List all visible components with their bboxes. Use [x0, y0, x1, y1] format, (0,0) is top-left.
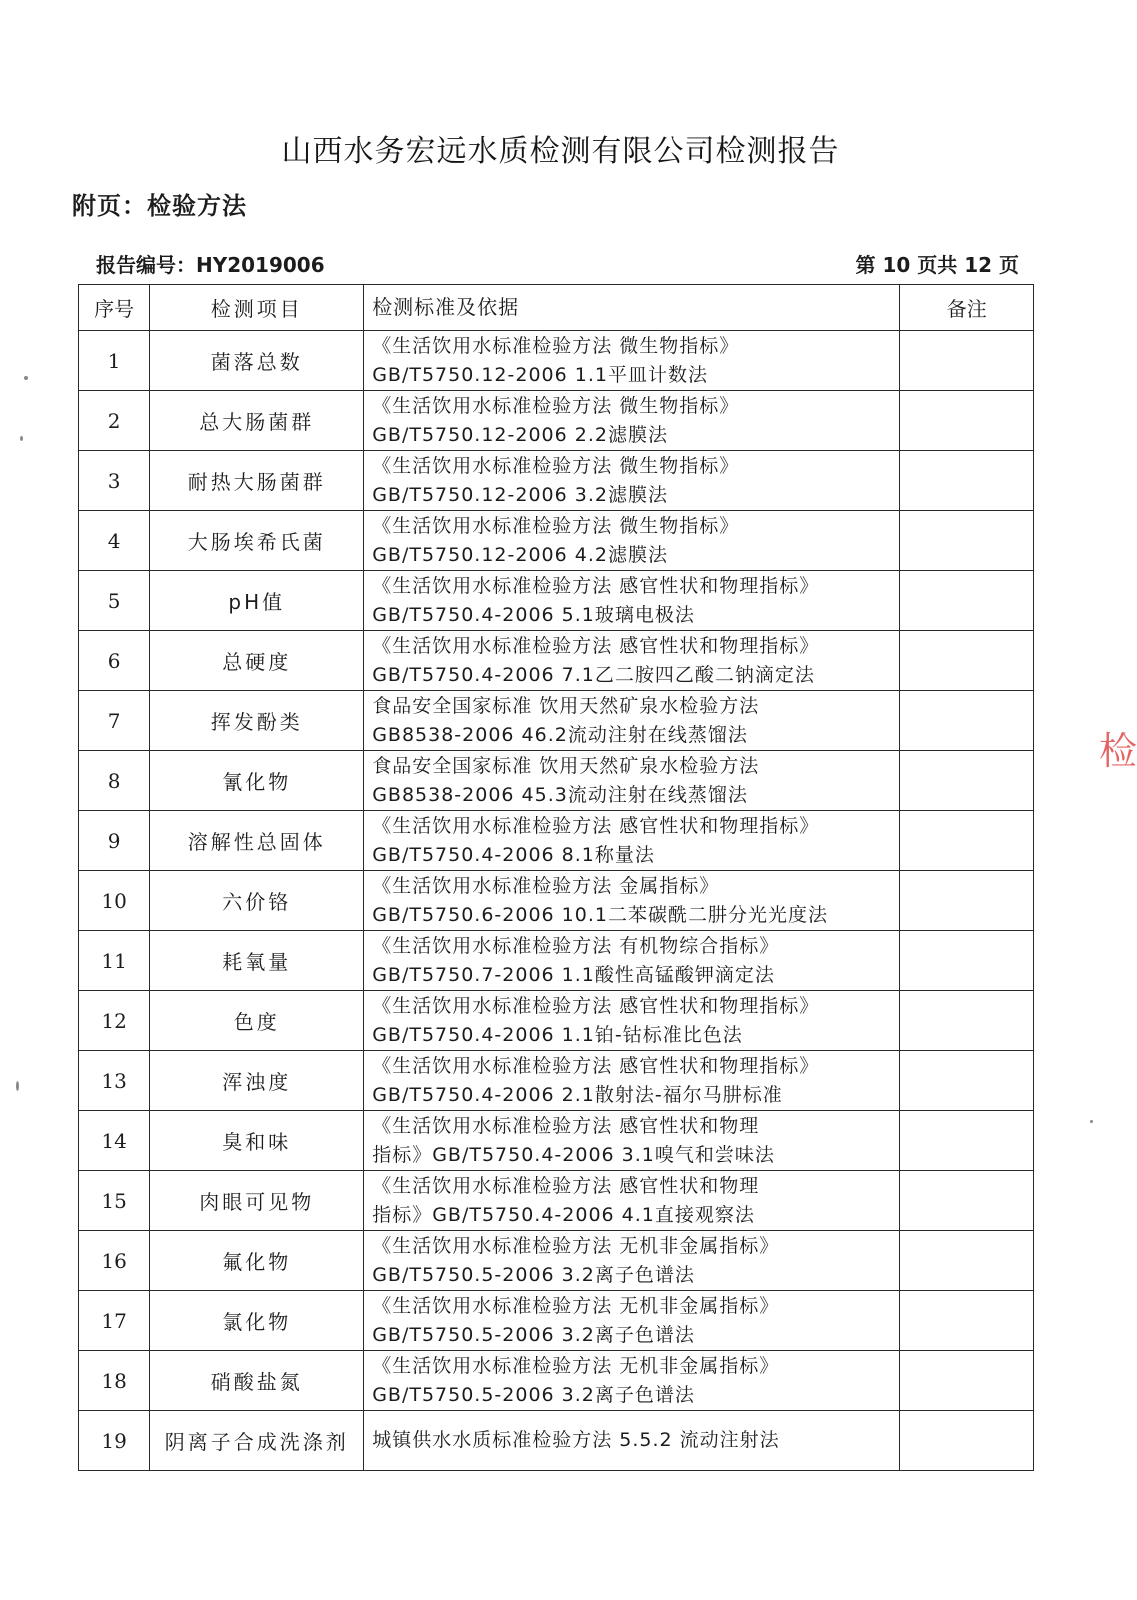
- row-number: 8: [79, 751, 150, 811]
- test-item: 总硬度: [150, 631, 364, 691]
- test-item: 氯化物: [150, 1291, 364, 1351]
- row-number: 1: [79, 331, 150, 391]
- column-header-remark: 备注: [900, 285, 1034, 331]
- standard-line-1: 《生活饮用水标准检验方法 无机非金属指标》: [372, 1234, 780, 1257]
- standard-line-2: GB/T5750.5-2006 3.2离子色谱法: [372, 1383, 695, 1406]
- table-row: [79, 751, 1034, 811]
- remark-cell: [900, 1351, 1034, 1411]
- test-item: 总大肠菌群: [150, 391, 364, 451]
- row-number: 7: [79, 691, 150, 751]
- report-title: 山西水务宏远水质检测有限公司检测报告: [281, 134, 840, 169]
- table-row: [79, 331, 1034, 391]
- table-row: [79, 1111, 1034, 1171]
- remark-cell: [900, 1171, 1034, 1231]
- standard-line-2: GB/T5750.6-2006 10.1二苯碳酰二肼分光光度法: [372, 903, 828, 926]
- standard-line-2: GB/T5750.4-2006 1.1铂-钴标准比色法: [372, 1023, 743, 1046]
- standard-line-2: GB8538-2006 46.2流动注射在线蒸馏法: [372, 723, 748, 746]
- table-row: [79, 811, 1034, 871]
- remark-cell: [900, 691, 1034, 751]
- table-row: [79, 871, 1034, 931]
- table-row: [79, 1411, 1034, 1471]
- test-item: 耐热大肠菌群: [150, 451, 364, 511]
- standard-line-1: 《生活饮用水标准检验方法 微生物指标》: [372, 454, 740, 477]
- test-item: 臭和味: [150, 1111, 364, 1171]
- page-number: 第 10 页共 12 页: [855, 253, 1019, 277]
- standard-line-2: GB8538-2006 45.3流动注射在线蒸馏法: [372, 783, 748, 806]
- standard-cell: [364, 931, 900, 991]
- standard-line-2: GB/T5750.12-2006 4.2滤膜法: [372, 543, 668, 566]
- standard-line-1: 《生活饮用水标准检验方法 感官性状和物理指标》: [372, 574, 820, 597]
- row-number: 9: [79, 811, 150, 871]
- standard-line-1: 《生活饮用水标准检验方法 感官性状和物理指标》: [372, 814, 820, 837]
- column-header-no: 序号: [79, 285, 150, 331]
- row-number: 2: [79, 391, 150, 451]
- remark-cell: [900, 1231, 1034, 1291]
- table-body: [79, 331, 1034, 1471]
- standard-line-2: GB/T5750.4-2006 8.1称量法: [372, 843, 655, 866]
- appendix-heading: 附页：检验方法: [72, 192, 247, 220]
- standard-line-1: 《生活饮用水标准检验方法 金属指标》: [372, 874, 720, 897]
- standard-line-2: GB/T5750.5-2006 3.2离子色谱法: [372, 1323, 695, 1346]
- standard-line-1: 《生活饮用水标准检验方法 无机非金属指标》: [372, 1294, 780, 1317]
- test-item: 菌落总数: [150, 331, 364, 391]
- standard-cell: [364, 1111, 900, 1171]
- standard-line-1: 《生活饮用水标准检验方法 无机非金属指标》: [372, 1354, 780, 1377]
- row-number: 13: [79, 1051, 150, 1111]
- standard-line-2: 指标》GB/T5750.4-2006 3.1嗅气和尝味法: [372, 1143, 775, 1166]
- standard-line-1: 《生活饮用水标准检验方法 感官性状和物理指标》: [372, 634, 820, 657]
- standard-line-1: 《生活饮用水标准检验方法 感官性状和物理指标》: [372, 1054, 820, 1077]
- standard-line-2: GB/T5750.5-2006 3.2离子色谱法: [372, 1263, 695, 1286]
- report-number: 报告编号：HY2019006: [96, 253, 325, 277]
- standard-line-2: GB/T5750.4-2006 7.1乙二胺四乙酸二钠滴定法: [372, 663, 815, 686]
- test-item: 挥发酚类: [150, 691, 364, 751]
- test-item: 耗氧量: [150, 931, 364, 991]
- standard-line-2: GB/T5750.7-2006 1.1酸性高锰酸钾滴定法: [372, 963, 775, 986]
- table-row: [79, 691, 1034, 751]
- standard-cell: [364, 1351, 900, 1411]
- test-item: pH值: [150, 571, 364, 631]
- row-number: 19: [79, 1411, 150, 1471]
- test-item: 阴离子合成洗涤剂: [150, 1411, 364, 1471]
- standard-line-1: 食品安全国家标准 饮用天然矿泉水检验方法: [372, 694, 760, 717]
- standard-line-2: GB/T5750.12-2006 3.2滤膜法: [372, 483, 668, 506]
- scan-speck: [24, 376, 28, 380]
- test-item: 六价铬: [150, 871, 364, 931]
- remark-cell: [900, 331, 1034, 391]
- standard-line-1: 城镇供水水质标准检验方法 5.5.2 流动注射法: [372, 1429, 780, 1451]
- table-row: [79, 1051, 1034, 1111]
- scan-speck: [20, 436, 23, 441]
- remark-cell: [900, 1111, 1034, 1171]
- row-number: 3: [79, 451, 150, 511]
- remark-cell: [900, 991, 1034, 1051]
- table-row: [79, 571, 1034, 631]
- table-row: [79, 931, 1034, 991]
- remark-cell: [900, 511, 1034, 571]
- remark-cell: [900, 931, 1034, 991]
- table-row: [79, 991, 1034, 1051]
- remark-cell: [900, 751, 1034, 811]
- standard-cell: [364, 1051, 900, 1111]
- row-number: 16: [79, 1231, 150, 1291]
- table-row: [79, 1351, 1034, 1411]
- table-row: [79, 631, 1034, 691]
- table-row: [79, 1231, 1034, 1291]
- remark-cell: [900, 1411, 1034, 1471]
- scan-speck: [16, 1081, 19, 1091]
- standard-line-1: 《生活饮用水标准检验方法 感官性状和物理: [372, 1174, 760, 1197]
- standard-line-1: 食品安全国家标准 饮用天然矿泉水检验方法: [372, 754, 760, 777]
- standard-cell: [364, 1411, 900, 1471]
- test-item: 溶解性总固体: [150, 811, 364, 871]
- red-seal-fragment: 检: [1099, 729, 1137, 773]
- methods-table: [78, 284, 1034, 1471]
- standard-line-1: 《生活饮用水标准检验方法 微生物指标》: [372, 394, 740, 417]
- standard-cell: [364, 511, 900, 571]
- remark-cell: [900, 811, 1034, 871]
- test-item: 色度: [150, 991, 364, 1051]
- column-header-standard: 检测标准及依据: [364, 285, 900, 331]
- standard-cell: [364, 691, 900, 751]
- remark-cell: [900, 871, 1034, 931]
- standard-cell: [364, 1291, 900, 1351]
- row-number: 14: [79, 1111, 150, 1171]
- standard-cell: [364, 871, 900, 931]
- standard-line-2: GB/T5750.4-2006 5.1玻璃电极法: [372, 603, 695, 626]
- remark-cell: [900, 631, 1034, 691]
- row-number: 11: [79, 931, 150, 991]
- row-number: 10: [79, 871, 150, 931]
- table-row: [79, 451, 1034, 511]
- row-number: 18: [79, 1351, 150, 1411]
- standard-line-2: GB/T5750.12-2006 2.2滤膜法: [372, 423, 668, 446]
- test-item: 肉眼可见物: [150, 1171, 364, 1231]
- row-number: 4: [79, 511, 150, 571]
- row-number: 6: [79, 631, 150, 691]
- remark-cell: [900, 571, 1034, 631]
- test-item: 浑浊度: [150, 1051, 364, 1111]
- standard-line-1: 《生活饮用水标准检验方法 有机物综合指标》: [372, 934, 780, 957]
- test-item: 硝酸盐氮: [150, 1351, 364, 1411]
- standard-cell: [364, 811, 900, 871]
- table-row: [79, 511, 1034, 571]
- row-number: 15: [79, 1171, 150, 1231]
- standard-line-2: GB/T5750.12-2006 1.1平皿计数法: [372, 363, 708, 386]
- table-row: [79, 1291, 1034, 1351]
- remark-cell: [900, 391, 1034, 451]
- standard-cell: [364, 1231, 900, 1291]
- standard-line-1: 《生活饮用水标准检验方法 微生物指标》: [372, 514, 740, 537]
- standard-line-1: 《生活饮用水标准检验方法 感官性状和物理: [372, 1114, 760, 1137]
- standard-line-2: 指标》GB/T5750.4-2006 4.1直接观察法: [372, 1203, 755, 1226]
- test-item: 大肠埃希氏菌: [150, 511, 364, 571]
- standard-cell: [364, 571, 900, 631]
- row-number: 5: [79, 571, 150, 631]
- standard-cell: [364, 331, 900, 391]
- standard-cell: [364, 391, 900, 451]
- table-row: [79, 1171, 1034, 1231]
- standard-cell: [364, 751, 900, 811]
- column-header-item: 检测项目: [150, 285, 364, 331]
- remark-cell: [900, 1291, 1034, 1351]
- row-number: 17: [79, 1291, 150, 1351]
- remark-cell: [900, 1051, 1034, 1111]
- standard-cell: [364, 1171, 900, 1231]
- standard-line-2: GB/T5750.4-2006 2.1散射法-福尔马肼标准: [372, 1083, 783, 1106]
- standard-cell: [364, 451, 900, 511]
- test-item: 氟化物: [150, 1231, 364, 1291]
- table-row: [79, 391, 1034, 451]
- standard-cell: [364, 631, 900, 691]
- standard-line-1: 《生活饮用水标准检验方法 微生物指标》: [372, 334, 740, 357]
- row-number: 12: [79, 991, 150, 1051]
- remark-cell: [900, 451, 1034, 511]
- standard-cell: [364, 991, 900, 1051]
- test-item: 氰化物: [150, 751, 364, 811]
- standard-line-1: 《生活饮用水标准检验方法 感官性状和物理指标》: [372, 994, 820, 1017]
- table-header-row: [79, 285, 1034, 331]
- scan-speck: [1090, 1120, 1093, 1123]
